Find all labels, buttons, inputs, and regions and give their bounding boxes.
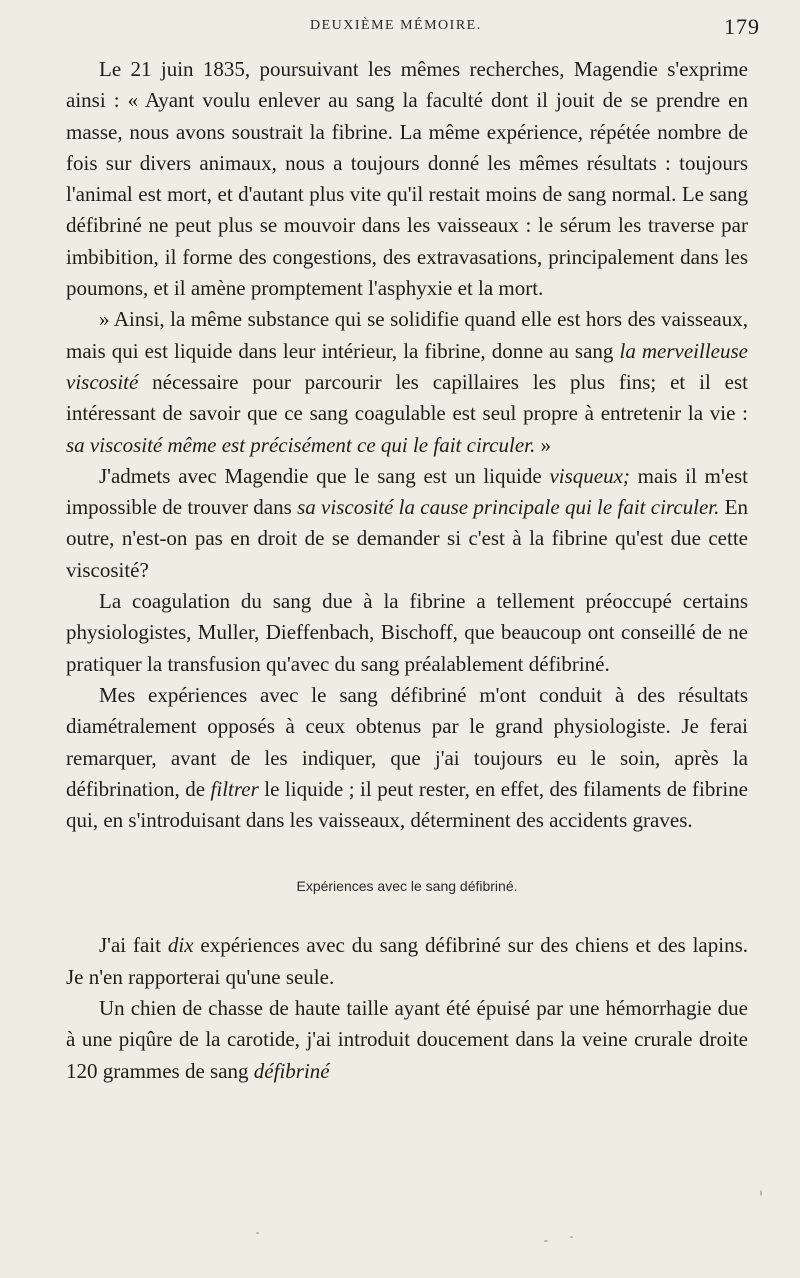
paragraph-3-part-c: mais il m'est impossible de trouver dans: [66, 463, 748, 520]
page-number: 179: [724, 14, 760, 39]
running-head: [240, 14, 800, 48]
paragraph-2-part-c: nécessaire pour parcourir les capillaires les plus fins; et il est intéressant de savoir que ce sang coagulable est seul propre à entretenir la vie :: [66, 369, 748, 426]
paragraph-3-part-a: J'admets avec Magendie que le sang est un liquide: [99, 463, 550, 488]
paragraph-3: [66, 461, 748, 586]
paragraph-2: [66, 304, 748, 460]
paragraph-2-italic-d: sa viscosité même est précisément ce qui le fait circuler.: [66, 432, 536, 457]
paragraph-7-italic-b: défibriné: [253, 1058, 330, 1083]
paragraph-2-italic-b: la merveilleuse viscosité: [66, 338, 748, 394]
paragraph-3-italic-d: sa viscosité la cause principale qui le fait circuler.: [297, 495, 720, 520]
paragraph-3-italic-b: visqueux;: [549, 463, 630, 488]
paragraph-1: Le 21 juin 1835, poursuivant les mêmes recherches, Magendie s'exprime ainsi : « Ayant voulu enlever au sang la faculté dont il jouit de se prendre en masse, nous avons soustrait la fibrine. La même expérience, répétée nombre de fois sur divers animaux, nous a toujours donné les mêmes résultats : toujours l'animal est mort, et d'autant plus vite qu'il restait moins de sang normal. Le sang défibriné ne peut plus se mouvoir dans les vaisseaux : le sérum les traverse par imbibition, il forme des congestions, des extravasations, principalement dans les poumons, et il amène promptement l'asphyxie et la mort.: [66, 57, 748, 301]
running-title: DEUXIÈME MÉMOIRE.: [310, 18, 482, 33]
paragraph-6-part-c: expériences avec du sang défibriné sur des chiens et des lapins. Je n'en rapporterai qu'une seule.: [66, 933, 748, 989]
paragraph-6-part-a: J'ai fait: [99, 933, 168, 958]
paragraph-5: [66, 680, 748, 836]
section-caption: Expériences avec le sang défibriné.: [296, 878, 518, 895]
paragraph-4: La coagulation du sang due à la fibrine a tellement préoccupé certains physiologistes, Muller, Dieffenbach, Bischoff, que beaucoup ont conseillé de ne pratiquer la transfusion qu'avec du sang préalablement défibriné.: [66, 589, 748, 676]
paragraph-5-italic-b: filtrer: [210, 776, 259, 801]
paragraph-6-italic-b: dix: [167, 933, 194, 958]
paragraph-7: [66, 993, 748, 1087]
paper-speck: [760, 1190, 762, 1196]
paragraph-7-part-a: Un chien de chasse de haute taille ayant été épuisé par une hémorrhagie due à une piqûre de la carotide, j'ai introduit doucement dans la veine crurale droite 120 grammes de sang: [66, 996, 748, 1083]
paragraph-3-part-e: En outre, n'est-on pas en droit de se demander si c'est à la fibrine qu'est due cette viscosité?: [66, 495, 749, 582]
paragraph-2-part-a: » Ainsi, la même substance qui se solidifie quand elle est hors des vaisseaux, mais qui est liquide dans leur intérieur, la fibrine, donne au sang: [66, 307, 748, 363]
paper-speck: [256, 1232, 259, 1234]
paragraph-6: [66, 930, 748, 993]
paragraph-5-part-c: le liquide ; il peut rester, en effet, des filaments de fibrine qui, en s'introduisant dans les vaisseaux, déterminent des accidents graves.: [66, 776, 748, 833]
body-text: [66, 54, 748, 1087]
paragraph-5-part-a: Mes expériences avec le sang défibriné m'ont conduit à des résultats diamétralement opposés à ceux obtenus par le grand physiologiste. Je ferai remarquer, avant de les indiquer, que j'ai toujours eu le soin, après la défibrination, de: [66, 682, 748, 801]
paper-speck: [570, 1236, 573, 1238]
paper-speck: [544, 1240, 548, 1242]
paragraph-2-part-e: »: [535, 432, 551, 457]
